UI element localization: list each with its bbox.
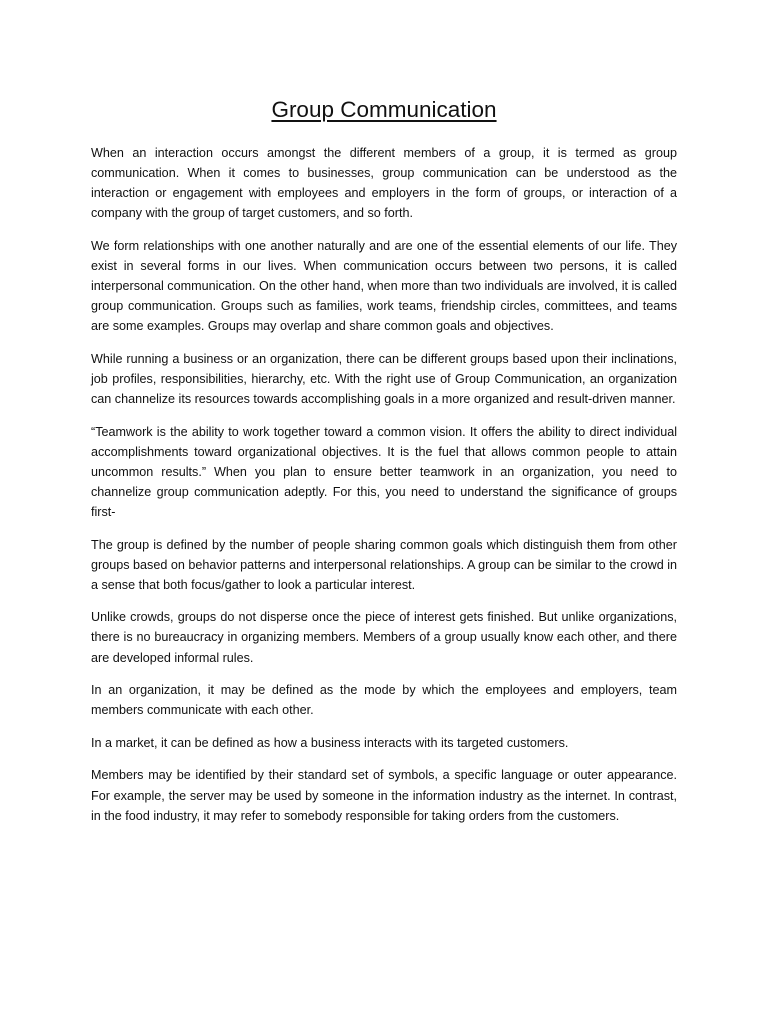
document-title: Group Communication [271, 97, 497, 122]
paragraph-4: “Teamwork is the ability to work together toward a common vision. It offers the ability to direct individual accomplishments toward organizational objectives. It is the fuel that allows common people to attain uncommon results.” When you plan to ensure better teamwork in an organization, you need to channelize group communication adeptly. For this, you need to understand the significance of groups first- [91, 424, 677, 519]
paragraph-3: While running a business or an organization, there can be different groups based upon their inclinations, job profiles, responsibilities, hierarchy, etc. With the right use of Group Communication, an organization can channelize its resources towards accomplishing goals in a more organized and result-driven manner. [91, 351, 677, 407]
paragraph-5: The group is defined by the number of people sharing common goals which distinguish them from other groups based on behavior patterns and interpersonal relationships. A group can be similar to the crowd in a sense that both focus/gather to look a particular interest. [91, 537, 677, 592]
paragraph-2: We form relationships with one another naturally and are one of the essential elements of our life. They exist in several forms in our lives. When communication occurs between two persons, it is called interpersonal communication. On the other hand, when more than two individuals are involved, it is called group communication. Groups such as families, work teams, friendship circles, committees, and teams are some examples. Groups may overlap and share common goals and objectives. [91, 238, 677, 334]
paragraph-9: Members may be identified by their standard set of symbols, a specific language or outer appearance. For example, the server may be used by someone in the information industry as the internet. In contrast, in the food industry, it may refer to somebody responsible for taking orders from the customers. [91, 768, 677, 823]
paragraph-8: In a market, it can be defined as how a business interacts with its targeted customers. [91, 735, 569, 750]
paragraph-6: Unlike crowds, groups do not disperse once the piece of interest gets finished. But unlike organizations, there is no bureaucracy in organizing members. Members of a group usually know each other, and there are developed informal rules. [91, 610, 677, 665]
paragraph-7: In an organization, it may be defined as the mode by which the employees and employers, team members communicate with each other. [91, 683, 677, 718]
paragraph-1: When an interaction occurs amongst the different members of a group, it is termed as group communication. When it comes to businesses, group communication can be understood as the interaction or engagement with employees and employers in the form of groups, or interaction of a company with the group of target customers, and so forth. [91, 146, 677, 221]
